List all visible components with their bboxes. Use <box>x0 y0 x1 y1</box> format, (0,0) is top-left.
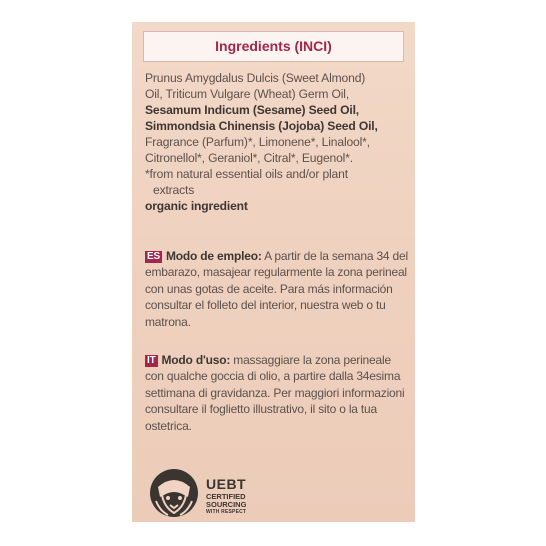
language-badge-it: IT <box>147 355 156 366</box>
ingredient-line: Simmondsia Chinensis (Jojoba) Seed Oil, <box>145 119 378 133</box>
ingredient-line: Prunus Amygdalus Dulcis (Sweet Almond) <box>145 71 366 85</box>
ingredient-line: Sesamum Indicum (Sesame) Seed Oil, <box>145 103 360 117</box>
language-badge-es: ES <box>147 251 160 262</box>
ingredient-line: Oil, Triticum Vulgare (Wheat) Germ Oil, <box>145 87 350 101</box>
ingredient-line: Citronellol*, Geraniol*, Citral*, Eugenol*. <box>145 151 353 165</box>
organic-ingredient-note: organic ingredient <box>145 199 248 213</box>
usage-italian <box>145 352 410 434</box>
uebt-certification <box>148 467 298 519</box>
ingredients-list <box>145 70 409 214</box>
usage-spanish <box>145 248 410 330</box>
ingredients-header <box>143 31 404 62</box>
uebt-sourcing: SOURCING <box>206 500 247 509</box>
ingredient-footnote: *from natural essential oils and/or plant <box>145 167 348 181</box>
uebt-tagline: WITH RESPECT <box>206 509 247 515</box>
ingredient-line: Fragrance (Parfum)*, Limonene*, Linalool*, <box>145 135 370 149</box>
uebt-certified: CERTIFIED <box>206 492 246 501</box>
uebt-name: UEBT <box>206 476 247 492</box>
usage-text-it: massaggiare la zona perineale con qualche goccia di olio, a partire dalla 34esima settimana di gravidanza. Per maggiori informazioni consultare il foglietto illustrativo, il sito o la tua ostetrica. <box>145 353 405 433</box>
uebt-lion-logo-icon <box>148 467 200 519</box>
usage-title-it: Modo d'uso: <box>161 353 231 367</box>
ingredients-title: Ingredients (INCI) <box>215 38 332 54</box>
ingredient-footnote: extracts <box>153 183 195 197</box>
usage-text-es: A partir de la semana 34 del embarazo, masajear regularmente la zona perineal con unas gotas de aceite. Para más información consultar el folleto del interior, nuestra web o tu matrona. <box>145 249 408 329</box>
uebt-subtitle <box>206 493 286 509</box>
usage-title-es: Modo de empleo: <box>165 249 262 263</box>
product-label <box>132 22 415 522</box>
